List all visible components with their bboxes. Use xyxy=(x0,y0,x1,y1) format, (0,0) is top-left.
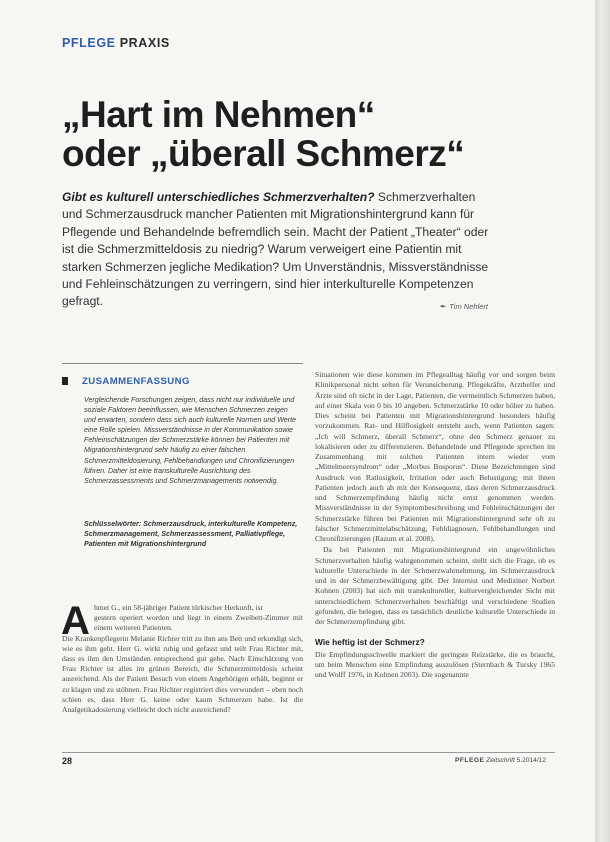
summary-heading-text: ZUSAMMENFASSUNG xyxy=(82,376,190,387)
summary-keywords: Schlüsselwörter: Schmerzausdruck, interkulturelle Kompetenz, Schmerzmanagement, Schmerzassessment, Palliativpflege, Patienten mit Migrationshintergrund xyxy=(84,520,298,549)
footer-journal xyxy=(455,757,546,764)
page-edge xyxy=(595,0,610,842)
journal-issue: 5.2014/12 xyxy=(516,757,546,764)
summary-divider xyxy=(62,363,303,364)
body-column-left xyxy=(61,599,303,715)
pen-icon: ✒ xyxy=(440,302,447,311)
intro-text: Schmerzverhalten und Schmerzausdruck mancher Patienten mit Migrationshintergrund kann für Pflegende und Behandelnde befremdlich sein. Macht der Patient „Theater“ oder ist die Schmerzmitteldosis zu niedrig? Warum verweigert eine Patientin mit starken Schmerzen jegliche Medikation? Um Unverständnis, Missverständnisse und Fehleinschätzungen zu verringern, sind hier interkulturelle Kompetenzen gefragt. xyxy=(62,190,489,309)
summary-text: Vergleichende Forschungen zeigen, dass nicht nur individuelle und soziale Faktoren beeinflussen, wie Menschen Schmerzen zeigen und erwarten, sondern dass sich auch kulturelle Normen und Werte eine Rolle spielen. Missverständnisse in der Kommunikation sowie Fehleinschätzungen der Schmerzstärke können bei Patienten mit Migrationshintergrund sehr häufig zu einer falschen Schmerzmitteldosierung, Fehlbehandlungen und Chronifizierungen führen. Daher ist eine transkulturelle Ausrichtung des Schmerzassessments und Schmerzmanagements notwendig. xyxy=(84,396,297,485)
body-subheading: Wie heftig ist der Schmerz? xyxy=(315,637,425,648)
body-paragraph-1: Situationen wie diese kommen im Pflegealltag häufig vor und sorgen beim Klinikpersonal nicht selten für Verunsicherung. Pflegekräfte, Arzthelfer und Ärzte sind oft nicht in der Lage, Patienten, die vermeintlich Schmerzen haben, auf einer Skala von 0 bis 10 angeben. Schmerzstärke 10 oder höher zu haben. Dies scheint bei Patienten mit Migrationshintergrund besonders häufig vorzukommen. Rat- und Hilflosigkeit entsteht auch, wenn Patienten sagen: „Ich will Schmerz, überall Schmerz“, ohne den Schmerz genauer zu lokalisieren oder zu differenzieren. Behandelnde und Pflegende sprechen im Zusammenhang mit solchen Patienten intern wieder vom „Mittelmeersyndrom“ oder „Morbus Bosporus“. Diese Bezeichnungen sind Ausdruck von Ratlosigkeit, Irritation oder auch Belustigung; mit ihnen Patienten jedoch auch ab mit der Konsequenz, dass deren Schmerzausdruck und Schmerzempfindung häufig nicht ernst genommen werden. Missverständnisse in der Symptombeschreibung und Fehleinschätzungen der Schmerzstärke führen bei Patienten mit Migrationshintergrund sehr oft zu falscher Schmerzmittelabschätzung, Fehldiagnosen, Fehlbehandlungen und Chronifizierungen (Razum et al. 2008). xyxy=(315,370,555,543)
author-name: Tim Nehlert xyxy=(449,302,488,311)
journal-subtitle: Zeitschrift xyxy=(486,757,515,764)
article-headline xyxy=(62,95,532,173)
footer-divider xyxy=(62,752,555,753)
section-primary: PFLEGE xyxy=(62,36,116,50)
author-credit xyxy=(440,302,488,311)
square-bullet-icon xyxy=(62,377,68,385)
body-column-right xyxy=(315,370,555,680)
body-paragraph-2: Da bei Patienten mit Migrationshintergrund ein ungewöhnliches Schmerzverhalten häufig wahrgenommen scheint, stellt sich die Frage, ob es kulturelle Unterschiede in der Schmerzwahrnehmung, im Schmerzausdruck und in der Schmerzbewältigung gibt. Der Internist und Mediziner Norbert Kohnen (2003) hat sich mit transkultureller, kulturvergleichender Sicht mit unterschiedlichem Schmerzverhalten beschäftigt und verschiedene Studien gefunden, die belegen, dass es tatsächlich deutliche kulturelle Unterschiede in der Schmerzempfindung gibt. xyxy=(315,545,555,626)
journal-name: PFLEGE xyxy=(455,757,485,764)
summary-heading xyxy=(62,376,190,387)
drop-cap: A xyxy=(61,599,90,643)
intro-lead: Gibt es kulturell unterschiedliches Schmerzverhalten? xyxy=(62,190,375,204)
section-label xyxy=(62,36,170,50)
headline-line-1: „Hart im Nehmen“ xyxy=(62,94,375,135)
headline-line-2: oder „überall Schmerz“ xyxy=(62,133,465,174)
body-left-line-1: hmet G., ein 58-jähriger Patient türkischer Herkunft, ist xyxy=(94,603,263,612)
body-left-line-2: gestern operiert worden und liegt in einem Zweibett-Zimmer mit einem weiteren Patienten. xyxy=(94,613,303,633)
article-intro xyxy=(62,189,494,311)
section-secondary: PRAXIS xyxy=(119,36,170,50)
body-left-text: Die Krankenpflegerin Melanie Richter tritt zu ihm ans Bett und erkundigt sich, wie es ihm geht. Herr G. wirkt ruhig und gefasst und teilt Frau Richter mit, dass es ihm den Umständen entsprechend gut gehe. Nach Einschätzung von Frau Richter ist alles im grünen Bereich, die Schmerzmitteldosis scheint ausreichend. Als der Patient Besuch von einem Angehörigen erhält, beginnt er zu klagen und zu stöhnen. Frau Richter registriert dies verwundert – eben noch schien es, dass Herr G. keine oder kaum Schmerzen habe. Ist die Analgetikadosierung vielleicht doch nicht ausreichend? xyxy=(62,633,303,715)
page-number: 28 xyxy=(62,756,73,766)
body-paragraph-3: Die Empfindungsschwelle markiert die geringste Reizstärke, die es braucht, um beim Menschen eine Empfindung auszulösen (Sternbach & Tursky 1965 und Wolff 1976, in Kohnen 2003). Die sogenannte xyxy=(315,649,555,679)
